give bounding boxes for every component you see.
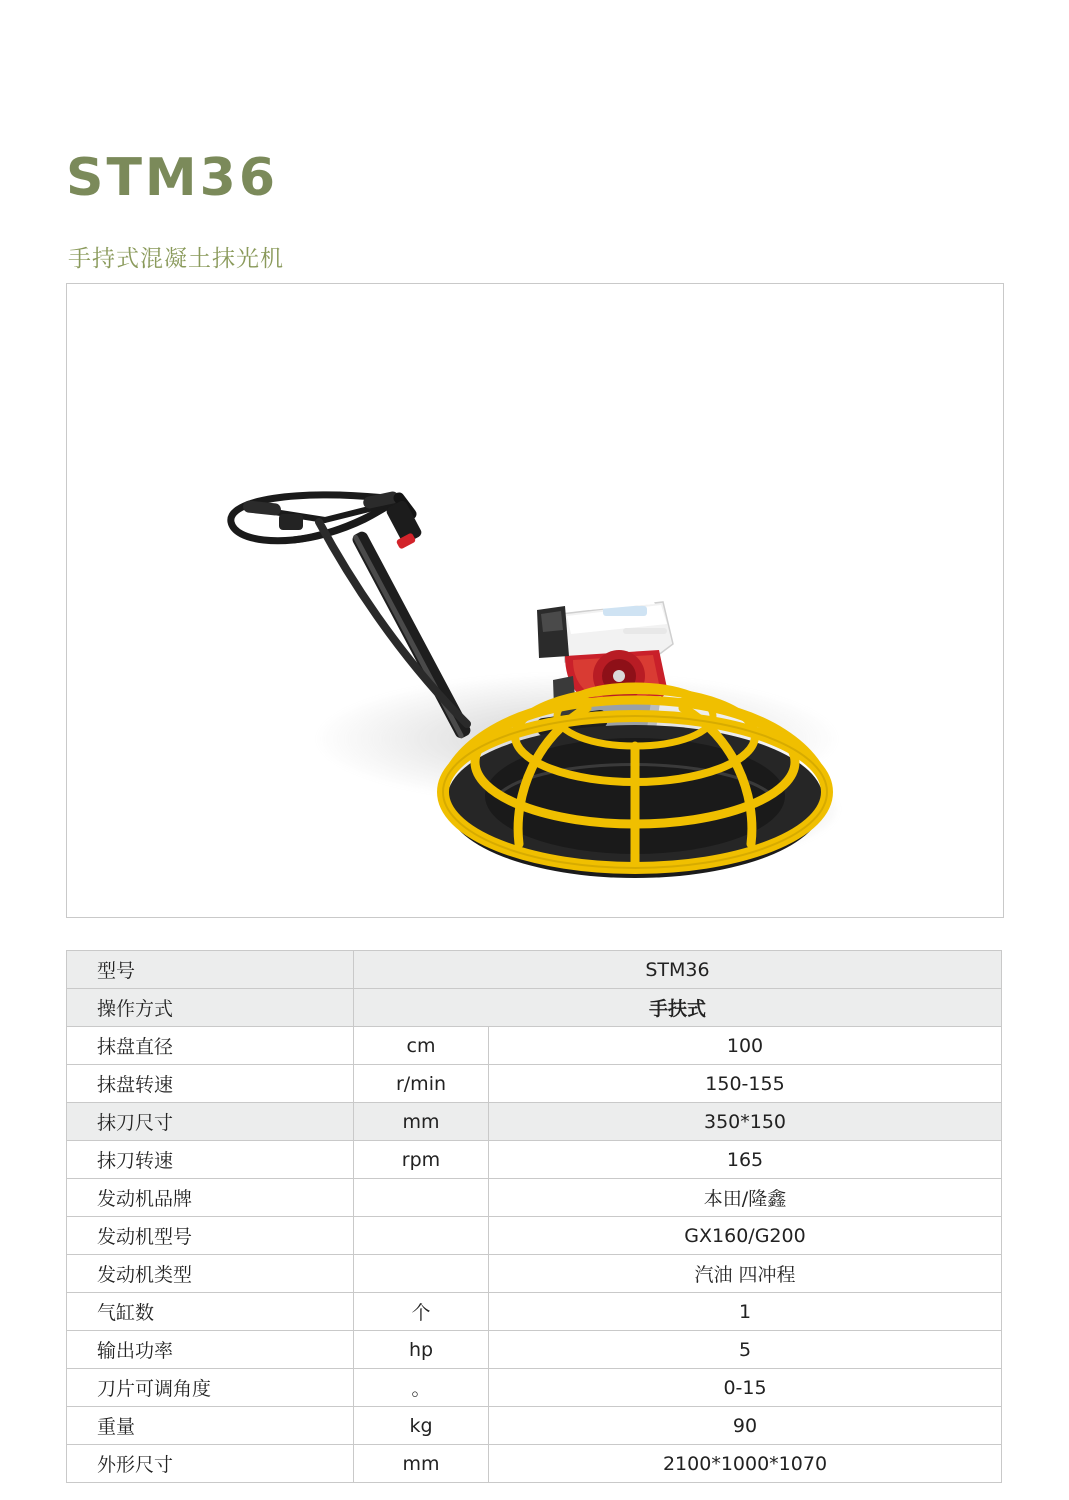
product-subtitle: 手持式混凝土抹光机 — [68, 246, 284, 272]
spec-unit: cm — [354, 1027, 489, 1065]
spec-name: 操作方式 — [67, 989, 354, 1027]
spec-value: STM36 — [354, 951, 1002, 989]
spec-value: 手扶式 — [354, 989, 1002, 1027]
page-title: STM36 — [66, 148, 279, 208]
table-row — [67, 1255, 1002, 1293]
spec-value: 350*150 — [489, 1103, 1002, 1141]
spec-name: 发动机品牌 — [67, 1179, 354, 1217]
product-image-frame — [66, 283, 1004, 918]
spec-table-body — [67, 951, 1002, 1483]
spec-name: 刀片可调角度 — [67, 1369, 354, 1407]
spec-name: 重量 — [67, 1407, 354, 1445]
spec-value: 165 — [489, 1141, 1002, 1179]
table-row — [67, 1103, 1002, 1141]
spec-value: 150-155 — [489, 1065, 1002, 1103]
spec-value: 90 — [489, 1407, 1002, 1445]
spec-name: 抹盘直径 — [67, 1027, 354, 1065]
spec-unit: 个 — [354, 1293, 489, 1331]
table-row — [67, 1293, 1002, 1331]
spec-unit — [354, 1255, 489, 1293]
table-row — [67, 989, 1002, 1027]
table-row — [67, 1331, 1002, 1369]
table-row — [67, 1217, 1002, 1255]
spec-unit: 。 — [354, 1369, 489, 1407]
spec-value: 5 — [489, 1331, 1002, 1369]
spec-unit: r/min — [354, 1065, 489, 1103]
table-row — [67, 951, 1002, 989]
spec-value: 汽油 四冲程 — [489, 1255, 1002, 1293]
power-trowel-illustration — [67, 284, 1003, 917]
spec-unit: mm — [354, 1103, 489, 1141]
spec-name: 外形尺寸 — [67, 1445, 354, 1483]
table-row — [67, 1407, 1002, 1445]
spec-unit: rpm — [354, 1141, 489, 1179]
spec-name: 发动机型号 — [67, 1217, 354, 1255]
spec-name: 抹刀转速 — [67, 1141, 354, 1179]
spec-unit — [354, 1217, 489, 1255]
spec-value: 本田/隆鑫 — [489, 1179, 1002, 1217]
spec-value: GX160/G200 — [489, 1217, 1002, 1255]
table-row — [67, 1027, 1002, 1065]
table-row — [67, 1179, 1002, 1217]
spec-name: 型号 — [67, 951, 354, 989]
table-row — [67, 1065, 1002, 1103]
spec-name: 气缸数 — [67, 1293, 354, 1331]
table-row — [67, 1141, 1002, 1179]
spec-unit — [354, 1179, 489, 1217]
specifications-table — [66, 950, 1002, 1483]
table-row — [67, 1369, 1002, 1407]
spec-name: 输出功率 — [67, 1331, 354, 1369]
spec-unit: mm — [354, 1445, 489, 1483]
spec-value: 0-15 — [489, 1369, 1002, 1407]
spec-unit: kg — [354, 1407, 489, 1445]
spec-unit: hp — [354, 1331, 489, 1369]
table-row — [67, 1445, 1002, 1483]
spec-name: 抹盘转速 — [67, 1065, 354, 1103]
spec-value: 100 — [489, 1027, 1002, 1065]
spec-name: 抹刀尺寸 — [67, 1103, 354, 1141]
spec-value: 1 — [489, 1293, 1002, 1331]
product-photo — [67, 284, 1003, 917]
spec-name: 发动机类型 — [67, 1255, 354, 1293]
spec-value: 2100*1000*1070 — [489, 1445, 1002, 1483]
